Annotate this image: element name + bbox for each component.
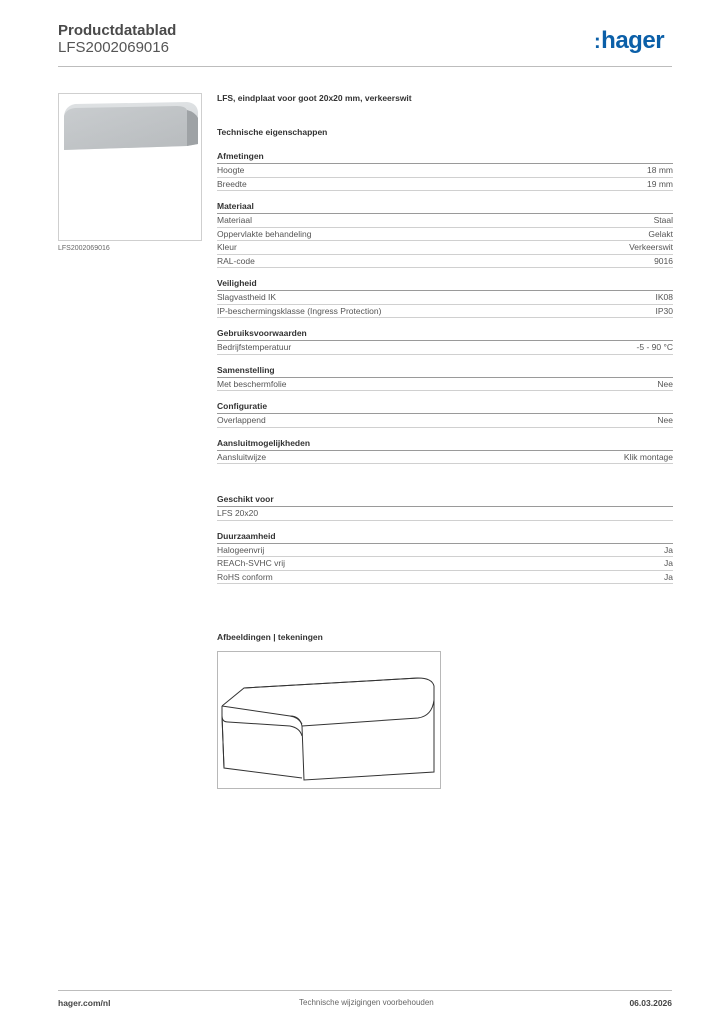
spec-groups bbox=[217, 151, 673, 464]
spec-row bbox=[217, 414, 673, 428]
tech-heading: Technische eigenschappen bbox=[217, 127, 328, 137]
spec-group bbox=[217, 278, 673, 318]
spec-group-title: Geschikt voor bbox=[217, 494, 673, 507]
spec-row bbox=[217, 507, 673, 521]
spec-value: Nee bbox=[657, 415, 673, 425]
spec-value: IK08 bbox=[655, 292, 673, 302]
spec-group bbox=[217, 151, 673, 191]
spec-row bbox=[217, 291, 673, 305]
spec-group-title: Duurzaamheid bbox=[217, 531, 673, 544]
spec-value: -5 - 90 °C bbox=[636, 342, 673, 352]
spec-group bbox=[217, 438, 673, 465]
spec-label: IP-beschermingsklasse (Ingress Protection) bbox=[217, 305, 382, 316]
product-title: LFS, eindplaat voor goot 20x20 mm, verkeerswit bbox=[217, 93, 412, 103]
spec-row bbox=[217, 544, 673, 558]
spec-group-title: Configuratie bbox=[217, 401, 673, 414]
spec-label: Materiaal bbox=[217, 215, 252, 225]
spec-row bbox=[217, 228, 673, 242]
spec-value: Ja bbox=[664, 558, 673, 568]
spec-label: Aansluitwijze bbox=[217, 451, 267, 462]
spec-row bbox=[217, 305, 673, 319]
spec-label: Oppervlakte behandeling bbox=[217, 228, 312, 239]
spec-group bbox=[217, 401, 673, 428]
spec-section bbox=[217, 93, 673, 584]
spec-value: Gelakt bbox=[648, 228, 673, 239]
spec-row bbox=[217, 571, 673, 585]
technical-drawing bbox=[217, 651, 441, 789]
spec-value: IP30 bbox=[655, 305, 673, 316]
spec-group-title: Samenstelling bbox=[217, 365, 673, 378]
spec-label: LFS 20x20 bbox=[217, 508, 259, 518]
spec-label: REACh-SVHC vrij bbox=[217, 558, 286, 568]
spec-row bbox=[217, 255, 673, 269]
spec-row bbox=[217, 341, 673, 355]
spec-groups-extra bbox=[217, 494, 673, 584]
spec-group bbox=[217, 328, 673, 355]
photo-caption: LFS2002069016 bbox=[58, 245, 110, 252]
spec-label: RoHS conform bbox=[217, 571, 273, 582]
spec-label: Breedte bbox=[217, 178, 247, 189]
spec-group bbox=[217, 201, 673, 268]
spec-label: Kleur bbox=[217, 242, 237, 252]
spec-value: Ja bbox=[664, 571, 673, 582]
spec-label: Hoogte bbox=[217, 165, 245, 175]
spec-group-title: Materiaal bbox=[217, 201, 673, 214]
footer-date: 06.03.2026 bbox=[629, 998, 672, 1008]
spec-value: Nee bbox=[657, 378, 673, 389]
logo-text: hager bbox=[601, 27, 665, 54]
spec-group-title: Aansluitmogelijkheden bbox=[217, 438, 673, 451]
spec-value: Staal bbox=[653, 215, 673, 225]
spec-group-title: Gebruiksvoorwaarden bbox=[217, 328, 673, 341]
spec-value: 18 mm bbox=[647, 165, 673, 175]
spec-value: Ja bbox=[664, 544, 673, 555]
spec-value: Verkeerswit bbox=[629, 242, 673, 252]
drawings-title: Afbeeldingen | tekeningen bbox=[217, 632, 323, 642]
spec-value: Klik montage bbox=[623, 451, 673, 462]
spec-label: Slagvastheid IK bbox=[217, 292, 277, 302]
footer-divider bbox=[58, 990, 672, 991]
spec-row bbox=[217, 214, 673, 228]
header-divider bbox=[58, 66, 672, 67]
spec-label: Bedrijfstemperatuur bbox=[217, 342, 292, 352]
spec-row bbox=[217, 164, 673, 178]
spec-label: Met beschermfolie bbox=[217, 378, 287, 389]
product-photo bbox=[58, 93, 202, 241]
spec-row bbox=[217, 178, 673, 192]
hager-logo[interactable]: :hager bbox=[594, 27, 665, 54]
page-title: Productdatablad bbox=[58, 22, 177, 39]
spec-row bbox=[217, 241, 673, 255]
spec-group bbox=[217, 494, 673, 521]
footer-disclaimer: Technische wijzigingen voorbehouden bbox=[299, 998, 434, 1007]
spec-label: RAL-code bbox=[217, 255, 255, 266]
spec-group-title: Veiligheid bbox=[217, 278, 673, 291]
spec-row bbox=[217, 451, 673, 465]
spec-value: 19 mm bbox=[647, 178, 673, 189]
product-code: LFS2002069016 bbox=[58, 39, 169, 56]
spec-group bbox=[217, 365, 673, 392]
spec-value: 9016 bbox=[654, 255, 673, 266]
spec-group-title: Afmetingen bbox=[217, 151, 673, 164]
spec-label: Overlappend bbox=[217, 415, 266, 425]
footer-website-link[interactable]: hager.com/nl bbox=[58, 998, 111, 1008]
spec-label: Halogeenvrij bbox=[217, 544, 265, 555]
spec-group bbox=[217, 531, 673, 585]
spec-row bbox=[217, 378, 673, 392]
spec-row bbox=[217, 557, 673, 571]
